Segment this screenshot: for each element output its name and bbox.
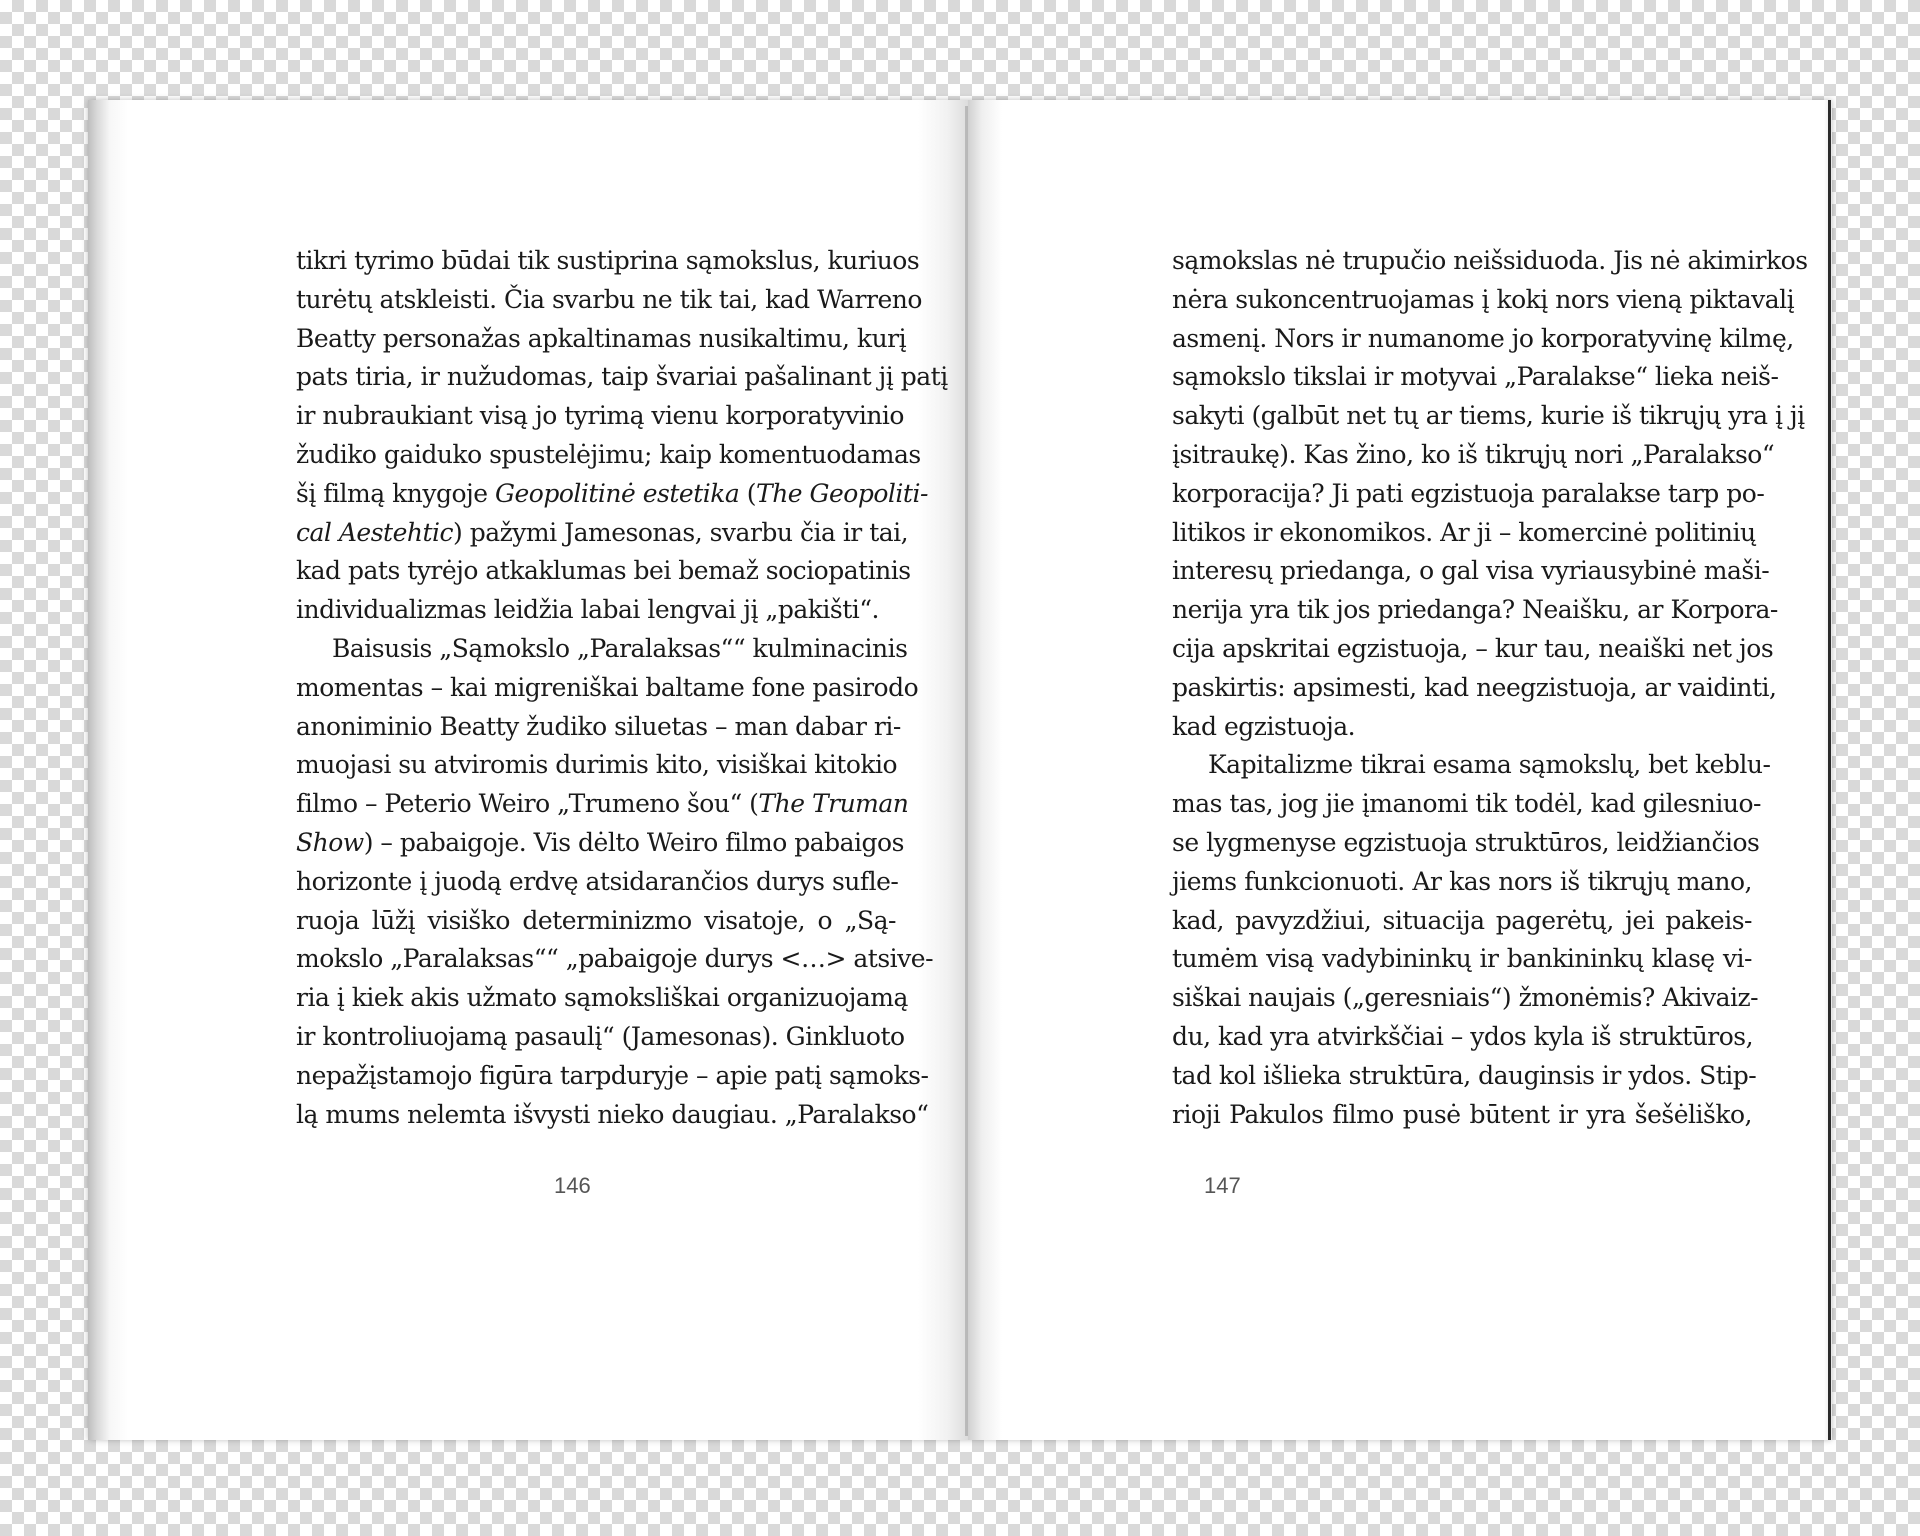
- text-run: įsitraukę). Kas žino, ko iš tikrųjų nori „Paralakso“: [1172, 439, 1775, 469]
- text-line: [1172, 630, 1774, 669]
- italic-title: The Geopoliti-: [756, 478, 928, 508]
- text-line: [296, 669, 919, 708]
- text-run: mokslo „Paralaksas““ „pabaigoje durys <…> atsive-: [296, 944, 934, 974]
- text-line: [296, 863, 899, 902]
- text-run: ria į kiek akis užmato sąmoksliškai organizuojamą: [296, 983, 908, 1013]
- text-run: turėtų atskleisti. Čia svarbu ne tik tai, kad Warreno: [296, 284, 922, 314]
- text-line: [1172, 358, 1779, 397]
- text-run: se lygmenyse egzistuoja struktūros, leidžiančios: [1172, 827, 1760, 857]
- text-run: individualizmas leidžia labai lengvai jį „pakišti“.: [296, 595, 879, 625]
- text-line: [296, 630, 908, 669]
- text-line: [296, 552, 911, 591]
- text-line: [1172, 785, 1761, 824]
- text-run: ) – pabaigoje. Vis dėlto Weiro filmo pabaigos: [363, 827, 904, 857]
- text-run: lą mums nelemta išvysti nieko daugiau. „Paralakso“: [296, 1099, 929, 1129]
- text-run: tumėm visą vadybininkų ir bankininkų klasę vi-: [1172, 944, 1752, 974]
- text-line: [1172, 863, 1752, 902]
- text-line: [296, 1018, 905, 1057]
- text-line: [1172, 436, 1775, 475]
- text-run: interesų priedanga, o gal visa vyriausybinė maši-: [1172, 556, 1770, 586]
- left-page: [88, 100, 968, 1440]
- text-run: sąmokslas nė trupučio neišsiduoda. Jis nė akimirkos: [1172, 246, 1808, 275]
- text-line: [296, 320, 907, 359]
- italic-title: cal Aestehtic: [296, 517, 454, 547]
- text-line: [1172, 940, 1752, 979]
- italic-title: Show: [296, 827, 364, 857]
- text-line: [296, 436, 921, 475]
- text-line: [1172, 281, 1795, 320]
- text-run: sąmokslo tikslai ir motyvai „Paralakse“ lieka neiš-: [1172, 362, 1779, 392]
- left-page-number: 146: [554, 1173, 591, 1198]
- text-run: anoniminio Beatty žudiko siluetas – man dabar ri-: [296, 711, 901, 741]
- text-run: nėra sukoncentruojamas į kokį nors vieną piktavalį: [1172, 284, 1795, 314]
- right-page: [968, 100, 1832, 1440]
- text-line: [296, 358, 948, 397]
- text-run: korporacija? Ji pati egzistuoja paralakse tarp po-: [1172, 478, 1765, 508]
- text-run: ruoja lūžį visiško determinizmo visatoje, o „Są-: [296, 905, 896, 935]
- text-run: žudiko gaiduko spustelėjimu; kaip komentuodamas: [296, 439, 921, 469]
- text-run: ir kontroliuojamą pasaulį“ (Jamesonas). Ginkluoto: [296, 1021, 905, 1051]
- text-line: [296, 979, 908, 1018]
- text-line: [1172, 979, 1759, 1018]
- text-run: kad, pavyzdžiui, situacija pagerėtų, jei pakeis-: [1172, 905, 1752, 935]
- text-line: [296, 514, 909, 553]
- text-line: [1172, 708, 1752, 747]
- text-run: nerija yra tik jos priedanga? Neaišku, ar Korpora-: [1172, 595, 1778, 625]
- text-run: (: [739, 478, 757, 508]
- text-line: [296, 1096, 929, 1135]
- text-line: [296, 940, 934, 979]
- book-gutter: [965, 106, 968, 1436]
- text-line: [296, 824, 904, 863]
- book-spread: [88, 100, 1832, 1440]
- text-run: jiems funkcionuoti. Ar kas nors iš tikrųjų mano,: [1172, 866, 1752, 896]
- text-line: [296, 281, 922, 320]
- text-line: [1172, 475, 1765, 514]
- text-run: Kapitalizme tikrai esama sąmokslų, bet keblu-: [1208, 750, 1771, 780]
- text-line: [296, 591, 896, 630]
- text-run: sakyti (galbūt net tų ar tiems, kurie iš tikrųjų yra į jį: [1172, 401, 1805, 431]
- text-line: [1172, 1057, 1757, 1096]
- text-line: [296, 475, 928, 514]
- text-run: du, kad yra atvirkščiai – ydos kyla iš struktūros,: [1172, 1021, 1754, 1051]
- text-run: nepažįstamojo figūra tarpduryje – apie patį sąmoks-: [296, 1060, 929, 1090]
- text-line: [1172, 669, 1777, 708]
- text-line: [1172, 242, 1808, 281]
- italic-title: Geopolitinė estetika: [495, 478, 740, 508]
- text-run: litikos ir ekonomikos. Ar ji – komercinė politinių: [1172, 517, 1756, 547]
- text-run: pats tiria, ir nužudomas, taip švariai pašalinant jį patį: [296, 362, 948, 392]
- text-run: Baisusis „Sąmokslo „Paralaksas““ kulminacinis: [332, 633, 908, 663]
- text-line: [296, 708, 901, 747]
- text-line: [296, 242, 920, 281]
- text-run: mas tas, jog jie įmanomi tik todėl, kad gilesniuo-: [1172, 789, 1761, 819]
- text-run: siškai naujais („geresniais“) žmonėmis? Akivaiz-: [1172, 983, 1759, 1013]
- text-line: [296, 785, 909, 824]
- text-line: [1172, 746, 1771, 785]
- text-run: tad kol išlieka struktūra, dauginsis ir ydos. Stip-: [1172, 1060, 1757, 1090]
- text-line: [296, 397, 904, 436]
- text-run: kad pats tyrėjo atkaklumas bei bemaž sociopatinis: [296, 556, 911, 586]
- right-page-number: 147: [1204, 1173, 1241, 1198]
- text-run: Beatty personažas apkaltinamas nusikaltimu, kurį: [296, 323, 907, 353]
- text-line: [1172, 397, 1805, 436]
- text-run: kad egzistuoja.: [1172, 711, 1356, 741]
- text-line: [296, 746, 896, 785]
- text-line: [296, 1057, 929, 1096]
- left-page-text: [296, 242, 948, 1134]
- text-line: [296, 902, 896, 941]
- text-run: momentas – kai migreniškai baltame fone pasirodo: [296, 672, 919, 702]
- text-line: [1172, 514, 1756, 553]
- text-line: [1172, 1096, 1752, 1135]
- text-run: šį filmą knygoje: [296, 478, 495, 508]
- italic-title: The Truman: [758, 789, 909, 819]
- page-edge: [1828, 100, 1831, 1440]
- text-line: [1172, 320, 1794, 359]
- text-run: horizonte į juodą erdvę atsidarančios durys sufle-: [296, 866, 899, 896]
- text-line: [1172, 902, 1752, 941]
- text-line: [1172, 1018, 1752, 1057]
- text-line: [1172, 591, 1778, 630]
- text-run: cija apskritai egzistuoja, – kur tau, neaiški net jos: [1172, 633, 1774, 663]
- text-run: asmenį. Nors ir numanome jo korporatyvinę kilmę,: [1172, 323, 1794, 353]
- text-run: filmo – Peterio Weiro „Trumeno šou“ (: [296, 789, 759, 819]
- text-run: tikri tyrimo būdai tik sustiprina sąmokslus, kuriuos: [296, 246, 920, 275]
- text-run: ir nubraukiant visą jo tyrimą vienu korporatyvinio: [296, 401, 904, 431]
- text-run: ) pažymi Jamesonas, svarbu čia ir tai,: [453, 517, 909, 547]
- right-page-text: [1172, 242, 1808, 1134]
- text-run: paskirtis: apsimesti, kad neegzistuoja, ar vaidinti,: [1172, 672, 1777, 702]
- text-run: rioji Pakulos filmo pusė būtent ir yra šešėliško,: [1172, 1099, 1752, 1129]
- text-line: [1172, 552, 1770, 591]
- text-line: [1172, 824, 1760, 863]
- text-run: muojasi su atviromis durimis kito, visiškai kitokio: [296, 750, 898, 780]
